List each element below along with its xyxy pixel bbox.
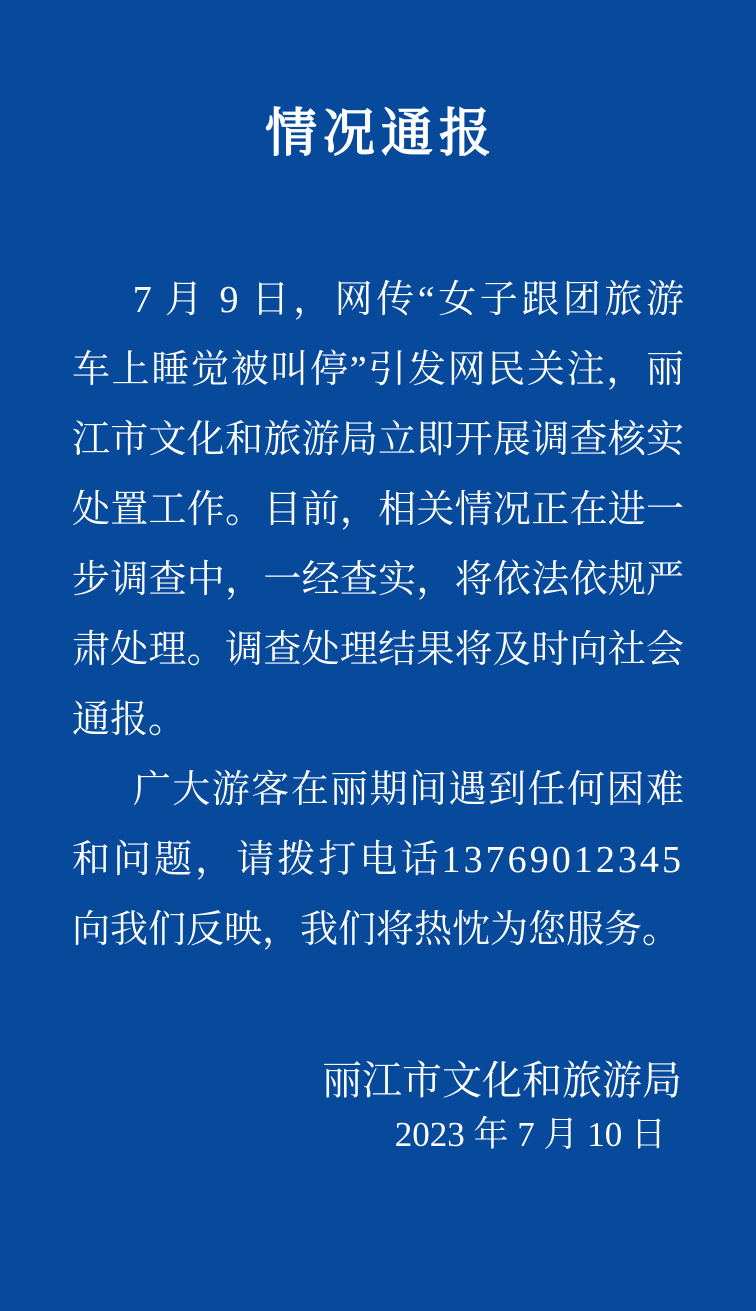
notice-line: 向我们反映，我们将热忱为您服务。 (72, 909, 681, 951)
notice-line: 步调查中，一经查实，将依法依规严 (72, 559, 684, 601)
notice-line: 江市文化和旅游局立即开展调查核实 (72, 419, 684, 461)
notice-line-phone: 和问题，请拨打电话13769012345 (72, 839, 684, 881)
issuer-signature: 丽江市文化和旅游局 (322, 1058, 682, 1103)
notice-line: 通报。 (72, 699, 187, 741)
notice-title: 情况通报 (264, 105, 497, 163)
notice-line: 7 月 9 日，网传“女子跟团旅游 (132, 279, 684, 321)
notice-footer (0, 1055, 756, 1163)
notice-line: 广大游客在丽期间遇到任何困难 (132, 769, 684, 811)
notice-line: 肃处理。调查处理结果将及时向社会 (72, 629, 684, 671)
issue-date: 2023 年 7 月 10 日 (394, 1115, 666, 1154)
notice-line: 车上睡觉被叫停”引发网民关注，丽 (72, 349, 684, 391)
paragraph-2 (72, 755, 684, 965)
paragraph-1 (72, 265, 684, 755)
notice-line: 处置工作。目前，相关情况正在进一 (72, 489, 684, 531)
notice-body (0, 265, 756, 965)
